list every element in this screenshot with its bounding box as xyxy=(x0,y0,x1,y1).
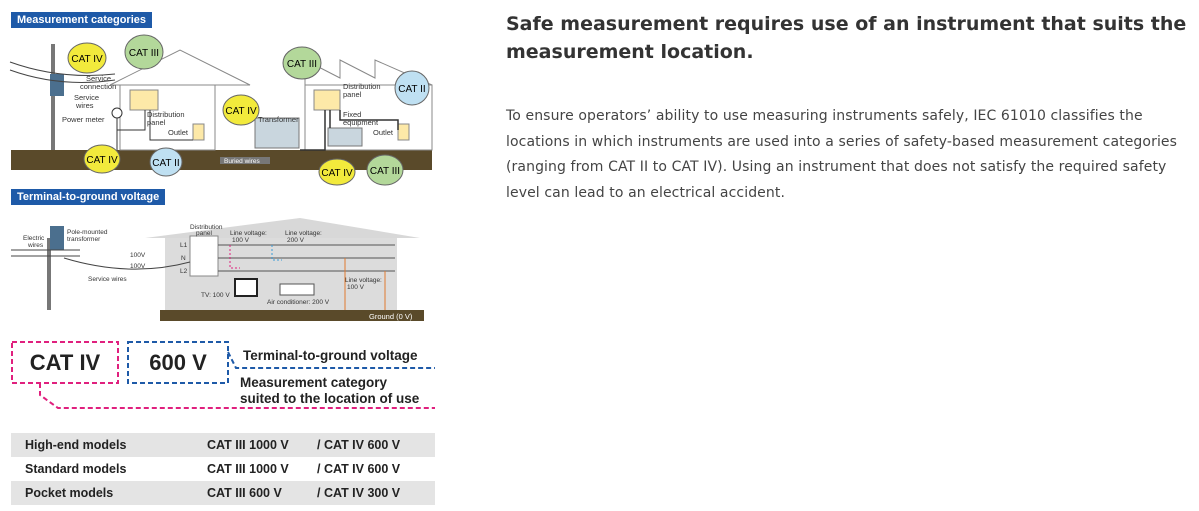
bubble-cat-iv-top-label: CAT IV xyxy=(71,54,103,65)
bubble-cat-iii-factory-ground-label: CAT III xyxy=(369,166,401,177)
table-row xyxy=(11,433,435,457)
label-100v-b: 100V xyxy=(130,263,146,270)
label-fixed-equipment-1: Fixed xyxy=(343,110,362,119)
fixed-equipment-box xyxy=(328,128,362,146)
label-l2: L2 xyxy=(180,268,188,275)
label-service-connection-1: Service xyxy=(86,74,112,83)
label-electric-wires-1: Electric xyxy=(23,235,45,242)
models-table xyxy=(11,433,435,505)
building-roof xyxy=(145,218,420,238)
article-heading: Safe measurement requires use of an instrument that suits the measurement location. xyxy=(506,13,1187,63)
label-factory-panel-2: panel xyxy=(343,90,362,99)
label-line-voltage-a-1: Line voltage: xyxy=(230,230,267,237)
tv-icon xyxy=(235,279,257,296)
model-cat-iv: / CAT IV 600 V xyxy=(317,462,401,476)
model-cat-iv: / CAT IV 300 V xyxy=(317,486,401,500)
label-service-wires-2: wires xyxy=(76,101,94,110)
bubble-cat-iv-factory-ground-label: CAT IV xyxy=(321,168,353,179)
label-line-voltage-b-2: 200 V xyxy=(287,237,304,244)
label-line-voltage-a-2: 100 V xyxy=(232,237,249,244)
category-caption-1: Measurement category xyxy=(240,375,388,390)
label-100v-a: 100V xyxy=(130,252,146,259)
label-distribution-panel-1: Distribution xyxy=(147,110,185,119)
label-electric-wires-2: wires xyxy=(28,242,44,249)
bubble-cat-iv-factory-ground xyxy=(319,159,355,185)
bubble-cat-iii-factory-label: CAT III xyxy=(286,59,318,70)
label-panel-2: panel xyxy=(196,230,212,237)
label-power-meter: Power meter xyxy=(62,115,105,124)
bubble-cat-ii-ground xyxy=(150,148,182,176)
model-cat-iv: / CAT IV 600 V xyxy=(317,438,401,452)
bubble-cat-iv-ground xyxy=(84,145,120,173)
model-name: Standard models xyxy=(25,462,127,476)
bubble-cat-ii-factory xyxy=(395,71,429,105)
label-ground: Ground (0 V) xyxy=(369,312,413,321)
label-factory-panel-1: Distribution xyxy=(343,82,381,91)
power-meter-icon xyxy=(112,108,122,118)
rating-callout xyxy=(12,342,435,408)
bubble-cat-iii-top xyxy=(125,35,163,69)
distribution-panel-box xyxy=(130,90,158,110)
terminal-to-ground-diagram xyxy=(11,218,424,321)
label-factory-outlet: Outlet xyxy=(373,128,394,137)
model-name: High-end models xyxy=(25,438,127,452)
factory-outlet-box xyxy=(398,124,409,140)
bubble-cat-iv-top xyxy=(68,43,106,73)
voltage-caption: Terminal-to-ground voltage xyxy=(243,348,418,363)
pole-transformer-2 xyxy=(50,226,64,250)
bubble-cat-ii-ground-label: CAT II xyxy=(152,158,180,169)
measurement-categories-tag: Measurement categories xyxy=(11,12,152,28)
bubble-cat-iv-transformer xyxy=(223,95,259,125)
pole-transformer xyxy=(50,74,64,96)
label-service-wires-1: Service xyxy=(74,93,100,102)
terminal-to-ground-tag: Terminal-to-ground voltage xyxy=(11,189,165,205)
label-l1: L1 xyxy=(180,242,188,249)
label-line-voltage-b-1: Line voltage: xyxy=(285,230,322,237)
label-fixed-equipment-2: equipment xyxy=(343,118,379,127)
model-cat-iii: CAT III 1000 V xyxy=(207,438,289,452)
category-caption-2: suited to the location of use xyxy=(240,391,420,406)
label-air-conditioner: Air conditioner: 200 V xyxy=(267,299,330,306)
utility-pole xyxy=(51,44,55,150)
label-tv: TV: 100 V xyxy=(201,292,230,299)
label-line-voltage-c-2: 100 V xyxy=(347,284,364,291)
bubble-cat-iii-factory xyxy=(283,47,321,79)
label-distribution-panel-2: panel xyxy=(147,118,166,127)
model-name: Pocket models xyxy=(25,486,114,500)
model-cat-iii: CAT III 600 V xyxy=(207,486,282,500)
label-n: N xyxy=(181,255,186,262)
label-buried-wires: Buried wires xyxy=(224,158,260,165)
label-panel-1: Distribution xyxy=(190,224,223,231)
table-row xyxy=(11,457,435,481)
bubble-cat-iii-factory-ground xyxy=(367,155,403,185)
article-content xyxy=(506,10,1196,206)
label-service-connection-2: connection xyxy=(80,82,117,91)
bubble-cat-iii-top-label: CAT III xyxy=(128,48,160,59)
air-conditioner-icon xyxy=(280,284,314,295)
rating-voltage: 600 V xyxy=(149,350,207,375)
bubble-cat-iv-ground-label: CAT IV xyxy=(86,155,118,166)
bubble-cat-ii-factory-label: CAT II xyxy=(398,84,426,95)
measurement-categories-diagram xyxy=(10,35,432,185)
model-cat-iii: CAT III 1000 V xyxy=(207,462,289,476)
label-line-voltage-c-1: Line voltage: xyxy=(345,277,382,284)
table-row xyxy=(11,481,435,505)
label-pole-transformer-2: transformer xyxy=(67,236,101,243)
bubble-cat-iv-transformer-label: CAT IV xyxy=(225,106,257,117)
measurement-category-figure xyxy=(0,0,450,511)
outlet-box xyxy=(193,124,204,140)
article-paragraph: To ensure operators’ ability to use measuring instruments safely, IEC 61010 classifies the locations in which instruments are used into a series of safety-based measurement categories (ranging from CAT II to CAT IV). Using an instrument that does not satisfy the required safety level can lead to an electrical accident. xyxy=(506,108,1178,201)
label-pole-transformer-1: Pole-mounted xyxy=(67,229,108,236)
label-transformer: Transformer xyxy=(258,115,299,124)
label-service-wires-d2: Service wires xyxy=(88,276,127,283)
panel-box xyxy=(190,236,218,276)
label-outlet: Outlet xyxy=(168,128,189,137)
factory-panel-box xyxy=(314,90,340,110)
rating-category: CAT IV xyxy=(29,350,101,375)
